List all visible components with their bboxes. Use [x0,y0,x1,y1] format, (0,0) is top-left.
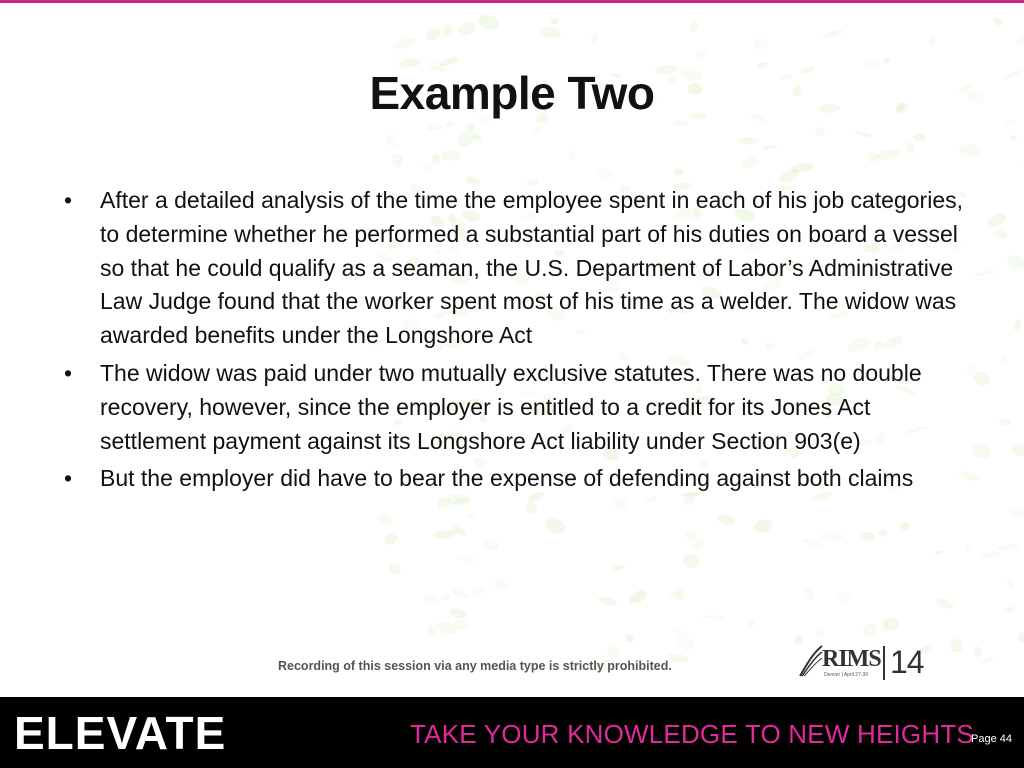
background-dot [458,556,476,562]
background-dot [935,595,956,611]
background-dot [673,167,684,176]
background-dot [801,537,822,548]
background-dot [539,25,562,39]
background-dot [1016,631,1024,644]
background-dot [567,150,576,162]
background-dot [422,594,440,607]
background-dot [434,619,458,637]
background-dot [702,615,726,620]
background-dot [1012,444,1024,457]
background-dot [482,539,500,551]
bullet-dot-icon: • [63,359,73,386]
background-dot [972,645,983,658]
background-dot [464,512,477,520]
background-dot [377,511,395,527]
background-dot [837,591,854,602]
background-dot [778,168,801,186]
background-dot [861,622,879,639]
background-dot [425,624,438,639]
rims-logo-subtext: Denver | April 27-30 [824,672,869,678]
background-dot [746,618,755,627]
background-dot [958,144,981,156]
background-dot [860,531,877,543]
background-dot [854,130,873,139]
background-dot [606,646,620,659]
rims-swoosh-icon [798,644,824,678]
background-dot [449,607,468,619]
background-dot [433,529,456,539]
background-dot [980,551,1001,560]
background-dot [822,532,844,540]
background-dot [525,501,538,515]
background-dot [761,144,777,151]
rims-logo [798,642,930,684]
background-dot [667,589,685,602]
background-dot [674,633,697,652]
background-dot [471,132,482,142]
background-dot [1015,33,1024,48]
background-dot [428,124,443,131]
rims-logo-divider [883,646,885,680]
background-dot [624,633,635,645]
background-dot [543,516,568,537]
slide-title: Example Two [369,67,655,119]
background-dot [670,629,688,635]
background-dot [814,627,825,640]
bullet-dot-icon: • [63,187,73,213]
background-dot [591,32,599,44]
background-dot [695,49,707,59]
background-dot [814,125,827,138]
background-dot [455,18,478,39]
background-dot [390,152,405,168]
background-dot [597,595,617,606]
bullet-item [56,184,966,353]
background-dot [1005,577,1015,591]
background-dot [971,369,991,388]
background-dot [1009,133,1018,141]
background-dot [441,150,461,161]
background-dot [753,518,774,535]
background-dot [421,161,431,171]
background-dot [442,24,453,37]
background-dot [996,543,1019,552]
background-dot [950,638,964,652]
background-dot [927,33,937,48]
background-dot [973,269,996,277]
bottom-banner [0,697,1024,768]
background-dot [1005,253,1024,272]
background-dot [454,129,478,151]
background-dot [877,148,902,162]
background-dot [450,524,468,538]
background-dot [970,442,993,461]
background-dot [965,365,978,377]
background-dot [424,25,443,42]
background-dot [985,210,1009,230]
background-dot [1011,507,1024,518]
background-dot [913,133,926,142]
background-dot [627,588,649,607]
background-dot [790,161,815,174]
background-dot [445,120,455,129]
elevate-logo: ELEVATE [14,707,227,759]
background-dot [981,655,995,666]
background-dot [898,520,911,533]
tagline: TAKE YOUR KNOWLEDGE TO NEW HEIGHTS [410,719,974,749]
background-dot [878,528,888,538]
background-dot [737,137,758,145]
background-dot [382,531,399,547]
background-dot [690,538,706,552]
background-dot [610,563,626,572]
background-dot [999,418,1011,426]
rims-logo-name: RIMS [822,646,881,672]
background-dot [383,132,400,150]
bullet-text: But the employer did have to bear the expense of defending against both claims [100,465,914,492]
background-dot [965,544,973,553]
background-dot [1000,355,1008,364]
background-dot [821,29,843,40]
bullet-item [56,462,966,496]
background-dot [681,552,701,571]
background-dot [673,120,688,127]
bullet-item [56,357,966,458]
background-dot [935,550,943,555]
background-dot [1004,606,1015,614]
background-dot [392,36,417,52]
background-dot [740,154,759,170]
background-dot [594,167,614,179]
background-dot [477,12,501,31]
background-dot [550,18,560,25]
background-dot [388,561,403,576]
top-accent-rule [0,0,1024,3]
page-number: Page 44 [971,733,1012,745]
background-dot [882,56,891,65]
background-dot [674,586,684,597]
background-dot [717,513,736,526]
background-dot [882,615,902,633]
background-dot [453,618,470,632]
background-dot [752,36,770,51]
background-dot [880,620,889,633]
background-dot [466,123,476,133]
background-dot [472,585,488,597]
background-dot [993,228,1009,241]
background-dot [688,19,699,33]
background-dot [430,152,443,166]
background-dot [991,15,1005,27]
bullet-list [56,184,966,500]
background-dot [440,592,451,601]
background-dot [802,586,817,602]
recording-notice: Recording of this session via any media type is strictly prohibited. [278,659,672,673]
background-dot [1013,318,1022,332]
background-dot [684,529,698,542]
bullet-text: After a detailed analysis of the time the employee spent in each of his job categories, to determine whether he performed a substantial part of his duties on board a vessel so that he could qualify as a seaman, the U.S. Department of Labor’s Administrative Law Judge found that the worker spent most of his time as a welder. The widow was awarded benefits under the Longshore Act [100,187,964,349]
bullet-text: The widow was paid under two mutually exclusive statutes. There was no double recovery, however, since the employer is entitled to a credit for its Jones Act settlement payment against its Longshore Act liability under Section 903(e) [100,359,922,454]
background-dot [449,586,471,601]
background-dot [867,151,882,165]
background-dot [905,141,916,155]
background-dot [492,577,510,592]
bullet-dot-icon: • [63,465,73,492]
background-dot [533,127,542,133]
rims-logo-year: 14 [890,644,924,680]
